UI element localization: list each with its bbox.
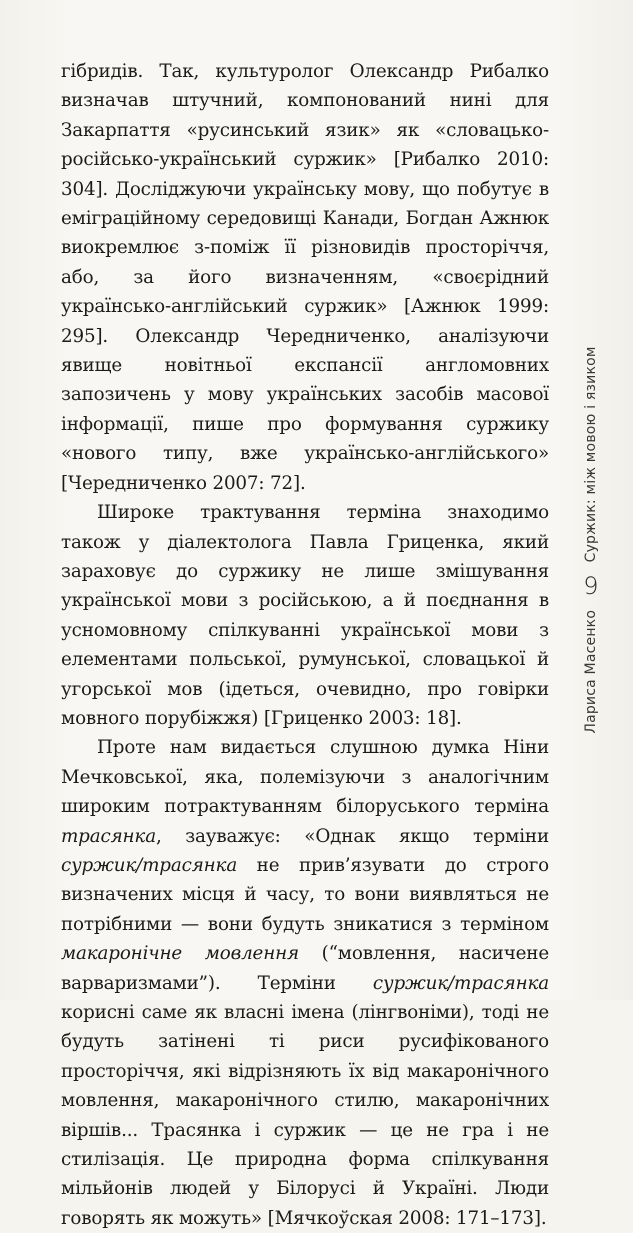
text-run: Проте нам видається слушною думка Ніни Мечковської, яка, полемізуючи з аналогічним широким потрактуванням білоруського терміна <box>61 737 549 818</box>
body-text <box>61 57 549 1233</box>
paragraph-1 <box>61 57 549 498</box>
text-run: гібридів. Так, культуролог Олександр Рибалко визначав штучний, компонований нині для Закарпаття «русинський язик» як «словацько-російсько-український суржик» [Рибалко 2010: 304]. Досліджуючи українську мову, що побутує в еміграційному середовищі Канади, Богдан Ажнюк виокремлює з-поміж її різновидів просторіччя, або, за його визначенням, «своєрідний українсько-англійський суржик» [Ажнюк 1999: 295]. Олександр Чередниченко, аналізуючи явище новітньої експансії англомовних запозичень у мову українських засобів масової інформації, пише про формування суржику «нового типу, вже українсько-англійського» [Чередниченко 2007: 72]. <box>61 61 549 494</box>
text-run: , зауважує: «Однак якщо терміни <box>155 825 549 847</box>
author-name: Лариса Масенко <box>583 609 599 734</box>
text-run: (“мовлення, насичене варваризмами”). Терміни <box>61 943 549 994</box>
italic-term: суржик/трасянка <box>61 854 238 876</box>
text-run: не прив’язувати до строго визначених місця й часу, то вони виявляться не потрібними — вони будуть зникатися з терміном <box>61 854 549 935</box>
italic-term: трасянка <box>61 825 156 847</box>
italic-term: макаронічне мовлення <box>61 943 299 965</box>
book-title: Суржик: між мовою і язиком <box>583 346 599 563</box>
running-head <box>571 200 611 880</box>
running-head-text <box>577 346 605 733</box>
paragraph-2 <box>61 498 549 733</box>
text-run: Широке трактування терміна знаходимо також у діалектолога Павла Гриценка, який зараховує до суржику не лише змішування української мови з російською, а й поєднання в усномовному спілкуванні української мови з елементами польської, румунської, словацької й угорської мов (ідеться, очевидно, про говірки мовного порубіжжя) [Гриценко 2003: 18]. <box>61 502 549 729</box>
paragraph-3 <box>61 733 549 1233</box>
page-number: 9 <box>583 572 599 601</box>
italic-term: суржик/трасянка <box>372 972 549 994</box>
text-run: корисні саме як власні імена (лінгвоніми), тоді не будуть затінені ті риси русифікованого просторіччя, які відрізняють їх від макаронічного мовлення, макаронічного стилю, макаронічних віршів... Трасянка і суржик — це не гра і не стилізація. Це природна форма спілкування мільйонів людей у Білорусі й Україні. Люди говорять як можуть» [Мячкоўская 2008: 171–173]. <box>61 1002 549 1229</box>
